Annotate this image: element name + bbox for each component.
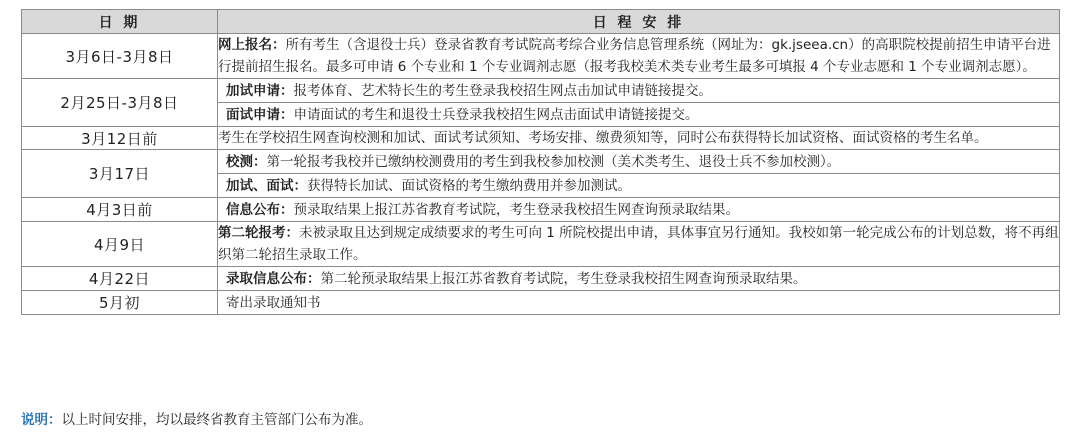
row-keyword: 信息公布： xyxy=(226,202,294,218)
row-content xyxy=(218,222,1060,267)
row-text: 考生在学校招生网查询校测和加试、面试考试须知、考场安排、缴费须知等，同时公布获得特长加试资格、面试资格的考生名单。 xyxy=(218,130,988,146)
row-keyword: 面试申请： xyxy=(226,107,294,123)
row-content xyxy=(218,79,1060,103)
row-date: 2月25日-3月8日 xyxy=(22,79,218,127)
row-text: 第一轮报考我校并已缴纳校测费用的考生到我校参加校测（美术类考生、退役士兵不参加校测）。 xyxy=(266,154,841,170)
row-text: 获得特长加试、面试资格的考生缴纳费用并参加测试。 xyxy=(307,178,631,194)
row-content xyxy=(218,150,1060,174)
row-keyword: 校测： xyxy=(226,154,267,170)
row-keyword: 加试、面试： xyxy=(226,178,307,194)
row-date: 4月3日前 xyxy=(22,198,218,222)
row-text: 报考体育、艺术特长生的考生登录我校招生网点击加试申请链接提交。 xyxy=(293,83,712,99)
row-content xyxy=(218,127,1060,150)
table-row xyxy=(22,222,1060,267)
table-row xyxy=(22,150,1060,174)
footnote-text: 以上时间安排，均以最终省教育主管部门公布为准。 xyxy=(61,412,372,428)
header-date: 日 期 xyxy=(22,10,218,34)
row-content xyxy=(218,174,1060,198)
table-row xyxy=(22,291,1060,315)
row-text: 所有考生（含退役士兵）登录省教育考试院高考综合业务信息管理系统（网址为：gk.jseea.cn）的高职院校提前招生申请平台进行提前招生报名。最多可申请 6 个专业和 1 个专业调剂志愿（报考我校美术类专业考生最多可填报 4 个专业志愿和 1 个专业调剂志愿）。 xyxy=(218,37,1051,75)
row-keyword: 网上报名： xyxy=(218,37,286,53)
table-row xyxy=(22,127,1060,150)
schedule-table xyxy=(21,9,1060,315)
table-row xyxy=(22,198,1060,222)
row-content xyxy=(218,103,1060,127)
row-keyword: 第二轮报考： xyxy=(218,225,299,241)
table-header-row xyxy=(22,10,1060,34)
row-content xyxy=(218,267,1060,291)
table-row xyxy=(22,79,1060,103)
row-text: 第二轮预录取结果上报江苏省教育考试院，考生登录我校招生网查询预录取结果。 xyxy=(320,271,807,287)
row-text: 申请面试的考生和退役士兵登录我校招生网点击面试申请链接提交。 xyxy=(293,107,699,123)
header-schedule: 日 程 安 排 xyxy=(218,10,1060,34)
row-text: 预录取结果上报江苏省教育考试院，考生登录我校招生网查询预录取结果。 xyxy=(293,202,739,218)
row-date: 4月22日 xyxy=(22,267,218,291)
row-content xyxy=(218,198,1060,222)
row-content xyxy=(218,34,1060,79)
row-date: 5月初 xyxy=(22,291,218,315)
row-date: 3月12日前 xyxy=(22,127,218,150)
row-keyword: 录取信息公布： xyxy=(226,271,321,287)
footnote-label: 说明： xyxy=(21,412,62,428)
row-date: 4月9日 xyxy=(22,222,218,267)
row-date: 3月17日 xyxy=(22,150,218,198)
footnote xyxy=(21,410,372,430)
row-text: 寄出录取通知书 xyxy=(226,295,321,311)
row-content xyxy=(218,291,1060,315)
row-date: 3月6日-3月8日 xyxy=(22,34,218,79)
table-row xyxy=(22,34,1060,79)
row-keyword: 加试申请： xyxy=(226,83,294,99)
row-text: 未被录取且达到规定成绩要求的考生可向 1 所院校提出申请，具体事宜另行通知。我校如第一轮完成公布的计划总数，将不再组织第二轮招生录取工作。 xyxy=(218,225,1059,263)
table-row xyxy=(22,267,1060,291)
